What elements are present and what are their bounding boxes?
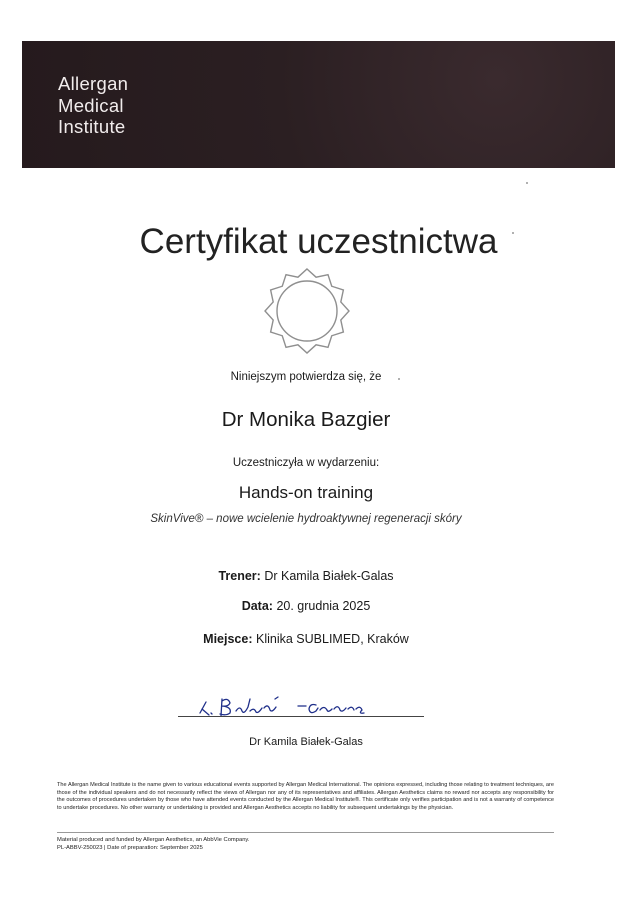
signatory-name: Dr Kamila Białek-Galas bbox=[249, 736, 363, 748]
recipient-name: Dr Monika Bazgier bbox=[221, 408, 391, 431]
place-label: Miejsce: bbox=[203, 632, 253, 646]
logo-line-3: Institute bbox=[58, 116, 126, 137]
footer bbox=[57, 837, 250, 852]
trainer-label: Trener: bbox=[218, 569, 261, 583]
footer-reference-line: PL-ABBV-250023 | Date of preparation: September 2025 bbox=[57, 844, 203, 851]
event-name: Hands-on training bbox=[238, 483, 374, 502]
certificate-title: Certyfikat uczestnictwa bbox=[139, 222, 498, 261]
trainer-value: Dr Kamila Białek-Galas bbox=[264, 569, 394, 583]
participation-text: Uczestniczyła w wydarzeniu: bbox=[232, 457, 380, 469]
date-value: 20. grudnia 2025 bbox=[276, 599, 371, 613]
logo-line-2: Medical bbox=[58, 94, 124, 116]
signature-line bbox=[178, 716, 424, 717]
seal-badge-icon bbox=[264, 268, 350, 354]
place-line bbox=[0, 632, 612, 646]
confirmation-text: Niniejszym potwierdza się, że bbox=[230, 371, 382, 383]
footer-divider bbox=[57, 832, 554, 833]
footer-funding-line: Material produced and funded by Allergan Aesthetics, an AbbVie Company. bbox=[57, 837, 250, 843]
legal-disclaimer: The Allergan Medical Institute is the name given to various educational events supported by Allergan Medical International. The opinions expressed, including those relating to treatment techniques, are those of the individual speakers and do not necessarily reflect the views of Allergan nor any of its representatives and affiliates. Allergan Aesthetics claims no reward nor accepts any responsibility for the outcomes of procedures undertaken by those who have attended events conducted by the Allergan Medical Institute®. This certificate only verifies participation and is not a warranty of competence to undertake procedures. No other warranty or undertaking is provided and Allergan Aesthetics accepts no liability for subsequent undertakings by the physician. bbox=[57, 782, 554, 811]
handwritten-signature bbox=[178, 689, 428, 725]
scan-speck bbox=[526, 182, 528, 184]
date-line bbox=[0, 599, 612, 613]
event-subtitle: SkinVive® – nowe wcielenie hydroaktywnej regeneracji skóry bbox=[150, 513, 462, 525]
header-banner bbox=[22, 41, 615, 168]
trainer-line bbox=[0, 569, 612, 583]
logo-line-1: Allergan bbox=[58, 73, 129, 94]
scan-speck bbox=[512, 232, 514, 234]
date-label: Data: bbox=[241, 599, 273, 613]
scan-speck bbox=[398, 378, 400, 380]
place-value: Klinika SUBLIMED, Kraków bbox=[256, 632, 409, 646]
allergan-medical-institute-logo bbox=[58, 73, 128, 138]
